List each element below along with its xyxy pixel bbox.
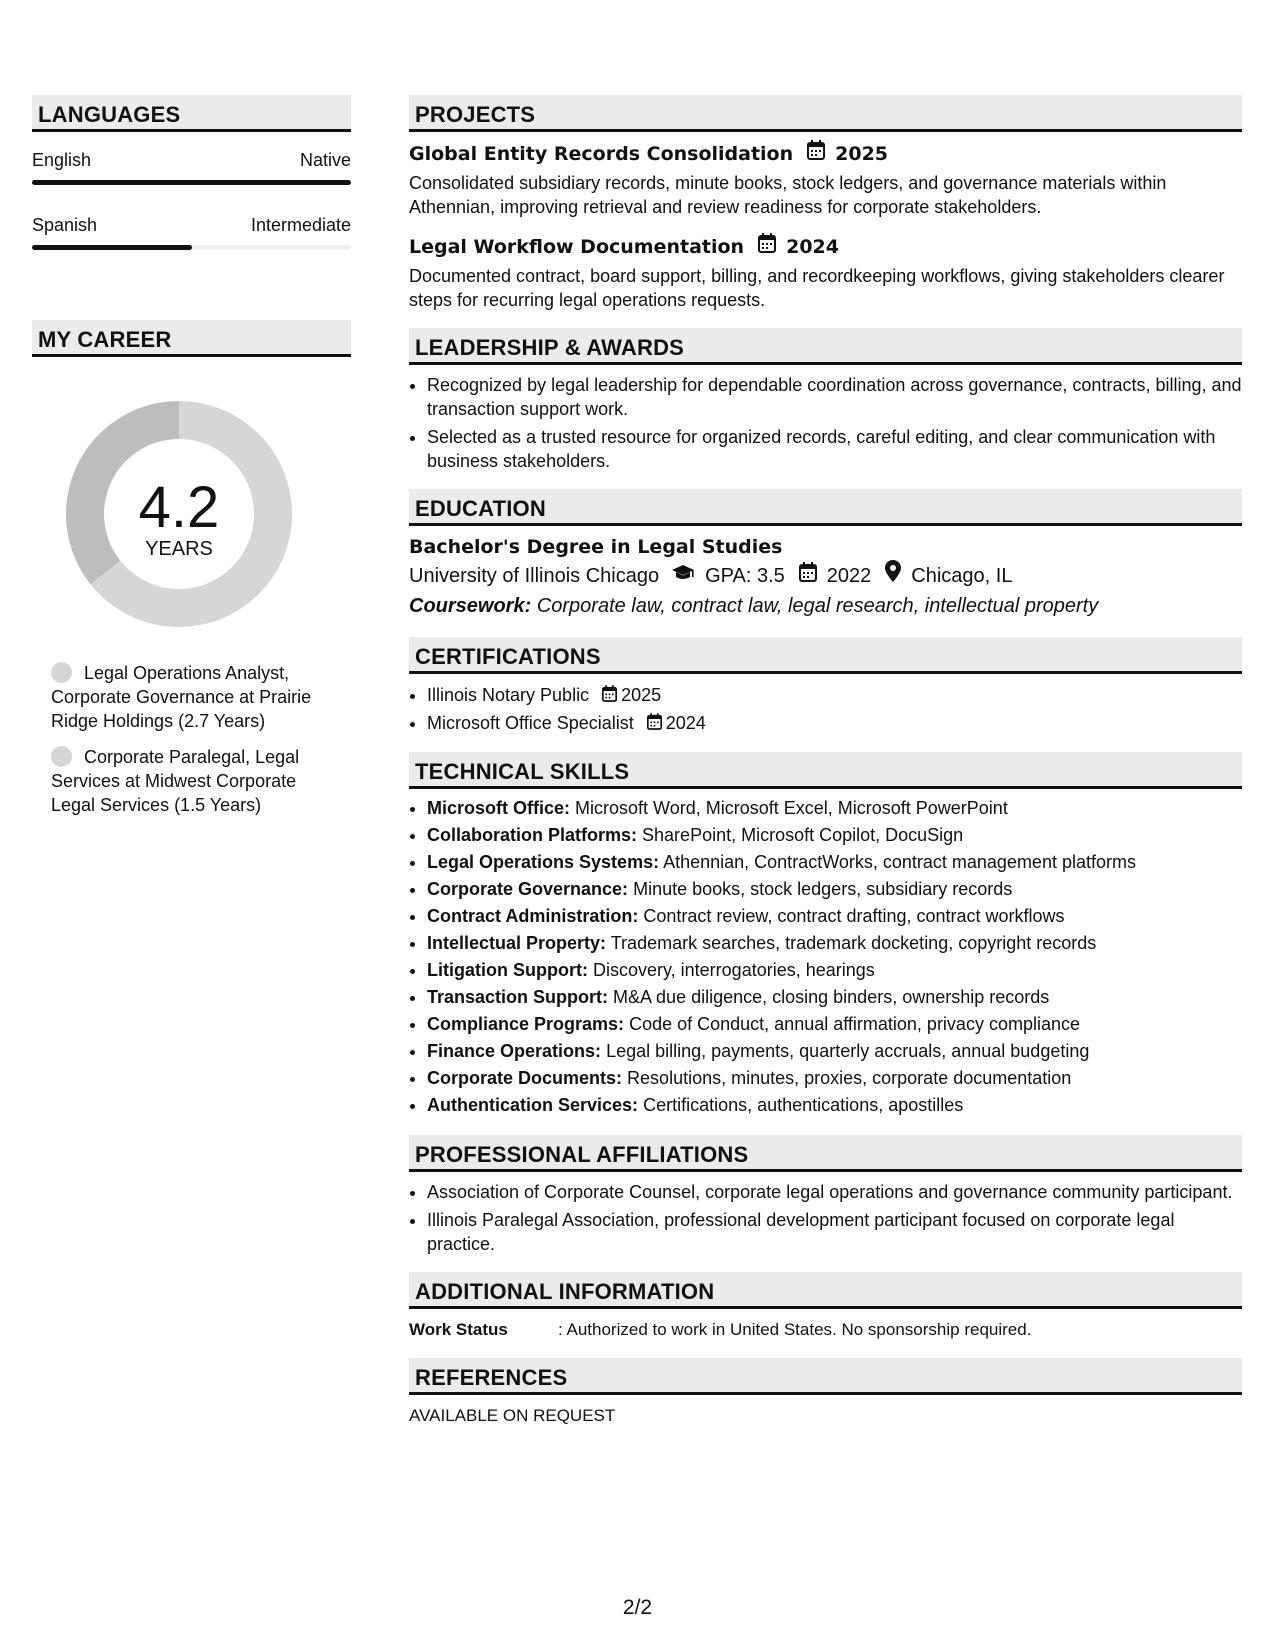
list-item (427, 710, 1242, 738)
calendar-icon (602, 683, 617, 710)
gpa: GPA: 3.5 (705, 564, 785, 587)
calendar-icon (647, 711, 662, 738)
references-heading: REFERENCES (409, 1358, 1242, 1395)
list-item: • Illinois Paralegal Association, professional development participant focused on corporate legal practice. (427, 1208, 1242, 1256)
skill-label: Authentication Services: (427, 1094, 639, 1115)
certification-name: Microsoft Office Specialist (427, 712, 634, 733)
skill-label: Intellectual Property: (427, 932, 607, 953)
references-text: AVAILABLE ON REQUEST (409, 1405, 616, 1425)
list-item: • Recognized by legal leadership for dependable coordination across governance, contracts, billing, and transaction support work. (427, 373, 1242, 421)
skill-item (427, 1038, 1242, 1065)
affiliations-heading: PROFESSIONAL AFFILIATIONS (409, 1135, 1242, 1172)
skill-value: Contract review, contract drafting, contract workflows (643, 905, 1065, 926)
page-number: 2/2 (622, 1596, 653, 1619)
skill-item (427, 1092, 1242, 1119)
skill-value: Code of Conduct, annual affirmation, privacy compliance (629, 1013, 1080, 1034)
graduation-year: 2022 (826, 564, 872, 587)
skill-item (427, 822, 1242, 849)
skill-value: Trademark searches, trademark docketing, copyright records (610, 932, 1097, 953)
project-description: Documented contract, board support, billing, and recordkeeping workflows, giving stakeholders clearer steps for recurring legal operations requests. (409, 266, 1225, 310)
skill-value: Resolutions, minutes, proxies, corporate documentation (627, 1067, 1072, 1088)
career-item-text: Legal Operations Analyst, Corporate Governance at Prairie Ridge Holdings (2.7 Years) (51, 663, 312, 731)
skill-item (427, 957, 1242, 984)
map-pin-icon (885, 560, 901, 591)
certifications-heading: CERTIFICATIONS (409, 637, 1242, 674)
skill-item (427, 930, 1242, 957)
skill-label: Microsoft Office: (427, 797, 571, 818)
coursework-label: Coursework: (409, 595, 532, 617)
education-details (409, 560, 1242, 591)
list-item (427, 682, 1242, 710)
work-status-label: Work Status (409, 1319, 508, 1339)
coursework-text: Corporate law, contract law, legal research, intellectual property (536, 595, 1099, 617)
skill-item (427, 1065, 1242, 1092)
project-item (409, 233, 1242, 312)
skill-value: Athennian, ContractWorks, contract management platforms (663, 851, 1136, 872)
skill-label: Litigation Support: (427, 959, 588, 980)
skill-value: M&A due diligence, closing binders, ownership records (613, 986, 1050, 1007)
skill-label: Corporate Documents: (427, 1067, 623, 1088)
skill-label: Transaction Support: (427, 986, 609, 1007)
work-status-row (409, 1318, 1242, 1342)
language-item (32, 215, 351, 250)
certification-year: 2025 (621, 685, 662, 705)
project-year: 2025 (835, 142, 889, 165)
skill-item (427, 876, 1242, 903)
right-column (409, 95, 1242, 1428)
projects-heading: PROJECTS (409, 95, 1242, 132)
skill-label: Collaboration Platforms: (427, 824, 638, 845)
language-bar (32, 245, 351, 250)
career-legend-dot (51, 746, 72, 767)
skill-value: SharePoint, Microsoft Copilot, DocuSign (642, 824, 964, 845)
affiliations-list (409, 1180, 1242, 1256)
project-name: Global Entity Records Consolidation (409, 142, 794, 165)
skill-label: Contract Administration: (427, 905, 639, 926)
language-level: Native (299, 150, 351, 170)
certifications-list (409, 682, 1242, 738)
leadership-heading: LEADERSHIP & AWARDS (409, 328, 1242, 365)
skills-list (409, 795, 1242, 1119)
calendar-icon (799, 561, 817, 591)
skill-value: Microsoft Word, Microsoft Excel, Microsoft PowerPoint (575, 797, 1008, 818)
skill-value: Minute books, stock ledgers, subsidiary records (633, 878, 1013, 899)
project-year: 2024 (786, 235, 839, 258)
language-bar (32, 180, 351, 185)
skill-item (427, 903, 1242, 930)
skill-item (427, 984, 1242, 1011)
skills-heading: TECHNICAL SKILLS (409, 752, 1242, 789)
skill-label: Corporate Governance: (427, 878, 629, 899)
project-item (409, 140, 1242, 219)
certification-year: 2024 (665, 712, 706, 733)
skill-item (427, 1011, 1242, 1038)
leadership-list (409, 373, 1242, 473)
project-name: Legal Workflow Documentation (409, 235, 745, 258)
education-heading: EDUCATION (409, 489, 1242, 526)
skill-label: Finance Operations: (427, 1040, 602, 1061)
additional-heading: ADDITIONAL INFORMATION (409, 1272, 1242, 1309)
coursework (409, 591, 1242, 621)
languages-heading: LANGUAGES (32, 95, 351, 132)
school-name: University of Illinois Chicago (409, 564, 660, 587)
school-location: Chicago, IL (911, 564, 1013, 587)
left-column (32, 95, 351, 817)
certification-name: Illinois Notary Public (427, 685, 590, 705)
career-heading: MY CAREER (32, 320, 351, 357)
language-bar-fill (32, 180, 351, 185)
language-name: Spanish (32, 215, 98, 235)
degree-title: Bachelor's Degree in Legal Studies (409, 536, 783, 558)
language-item (32, 150, 351, 185)
career-item-text: Corporate Paralegal, Legal Services at Midwest Corporate Legal Services (1.5 Years) (51, 747, 300, 815)
skill-value: Discovery, interrogatories, hearings (592, 959, 875, 980)
list-item: • Selected as a trusted resource for organized records, careful editing, and clear communication with business stakeholders. (427, 425, 1242, 473)
skill-item (427, 849, 1242, 876)
skill-value: Legal billing, payments, quarterly accruals, annual budgeting (606, 1040, 1090, 1061)
career-legend-dot (51, 662, 72, 683)
project-description: Consolidated subsidiary records, minute books, stock ledgers, and governance materials within Athennian, improving retrieval and review readiness for corporate stakeholders. (409, 173, 1167, 217)
skill-value: Certifications, authentications, apostilles (643, 1094, 964, 1115)
language-bar-fill (32, 245, 192, 250)
career-item (51, 661, 331, 733)
work-status-value: : Authorized to work in United States. No sponsorship required. (558, 1319, 1032, 1339)
language-name: English (32, 150, 92, 170)
skill-label: Legal Operations Systems: (427, 851, 660, 872)
calendar-icon (758, 233, 776, 260)
career-item (51, 745, 331, 817)
skill-item (427, 795, 1242, 822)
skill-label: Compliance Programs: (427, 1013, 625, 1034)
list-item: • Association of Corporate Counsel, corporate legal operations and governance community participant. (427, 1180, 1242, 1204)
career-years-label: YEARS (145, 538, 213, 560)
career-total-years: 4.2 (138, 475, 220, 540)
calendar-icon (807, 140, 825, 167)
career-donut-chart (66, 401, 292, 627)
graduation-cap-icon (671, 561, 695, 591)
language-level: Intermediate (250, 215, 351, 235)
